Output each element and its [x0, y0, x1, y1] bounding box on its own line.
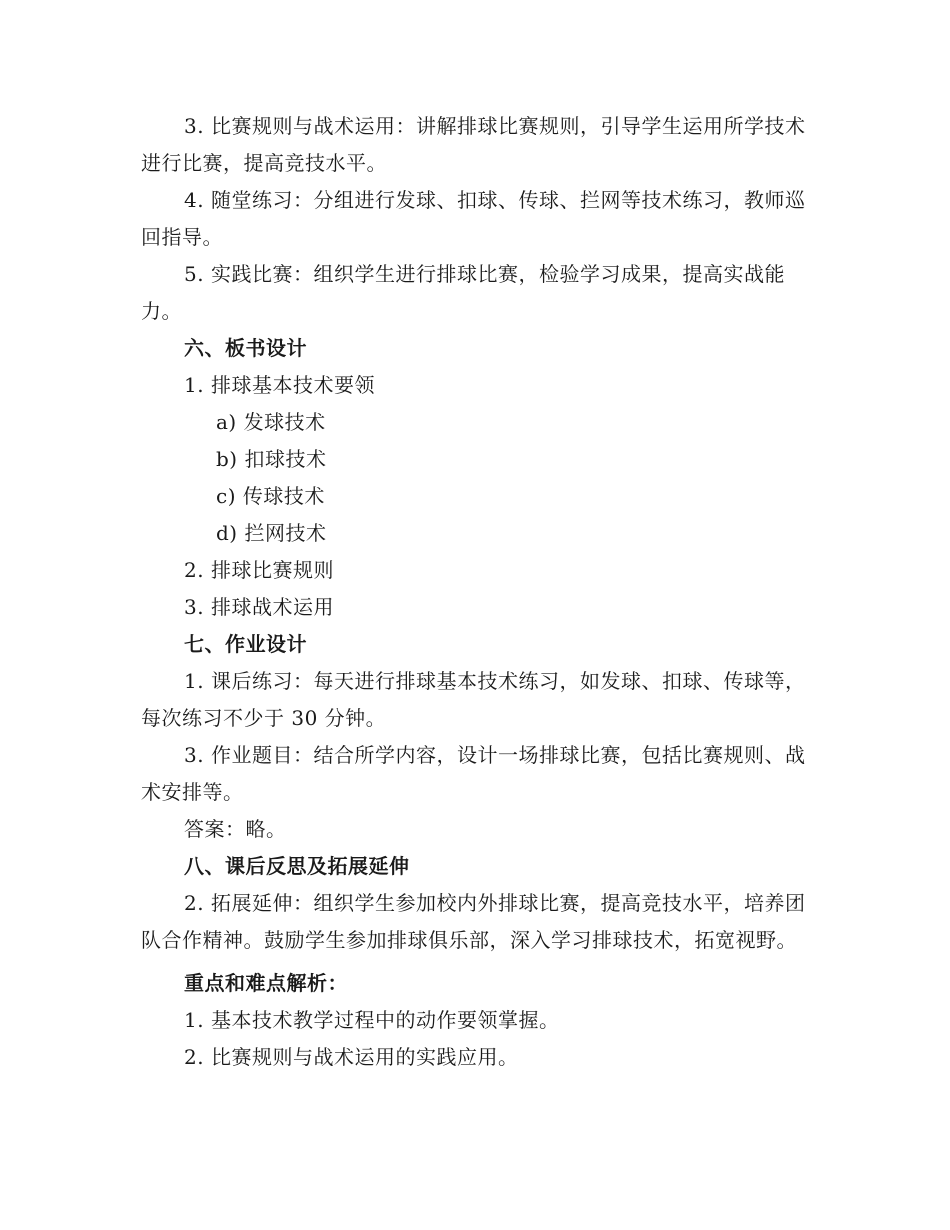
homework-answer: 答案：略。: [184, 817, 287, 841]
section-title-homework: 七、作业设计: [184, 632, 307, 656]
board-subitem-pass: c) 传球技术: [216, 484, 325, 508]
paragraph-practice: 4. 随堂练习：分组进行发球、扣球、传球、拦网等技术练习，教师巡回指导。: [141, 188, 806, 249]
board-item-tactics: 3. 排球战术运用: [184, 595, 334, 619]
document-body: [141, 108, 813, 1076]
board-item-basic-skills: 1. 排球基本技术要领: [184, 373, 375, 397]
extension-paragraph: 2. 拓展延伸：组织学生参加校内外排球比赛，提高竞技水平，培养团队合作精神。鼓励学生参加排球俱乐部，深入学习排球技术，拓宽视野。: [141, 891, 806, 952]
board-subitem-spike: b) 扣球技术: [216, 447, 327, 471]
key-point-2: 2. 比赛规则与战术运用的实践应用。: [184, 1045, 519, 1069]
board-item-rules: 2. 排球比赛规则: [184, 558, 334, 582]
section-title-board-design: 六、板书设计: [184, 336, 307, 360]
board-subitem-block: d) 拦网技术: [216, 521, 327, 545]
board-subitem-serve: a) 发球技术: [216, 410, 326, 434]
key-points-title: 重点和难点解析：: [184, 971, 348, 995]
homework-practice: 1. 课后练习：每天进行排球基本技术练习，如发球、扣球、传球等，每次练习不少于 30 分钟。: [141, 669, 806, 730]
homework-assignment: 3. 作业题目：结合所学内容，设计一场排球比赛，包括比赛规则、战术安排等。: [141, 743, 806, 804]
key-point-1: 1. 基本技术教学过程中的动作要领掌握。: [184, 1008, 560, 1032]
section-title-reflection: 八、课后反思及拓展延伸: [184, 854, 410, 878]
paragraph-match: 5. 实践比赛：组织学生进行排球比赛，检验学习成果，提高实战能力。: [141, 262, 785, 323]
paragraph-competition-rules: 3. 比赛规则与战术运用：讲解排球比赛规则，引导学生运用所学技术进行比赛，提高竞技水平。: [141, 114, 806, 175]
